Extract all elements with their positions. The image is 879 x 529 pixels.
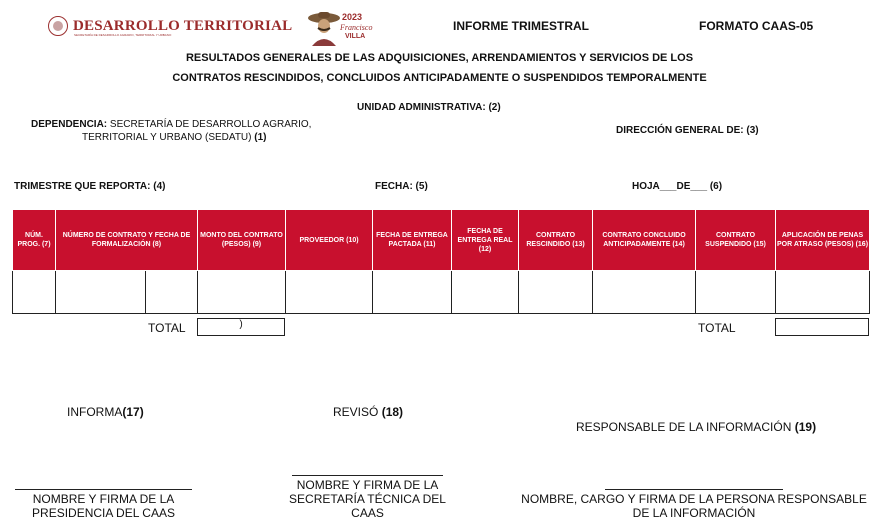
- table-cell[interactable]: [13, 271, 56, 314]
- table-cell[interactable]: [776, 271, 870, 314]
- sig2-line3: CAAS: [351, 506, 384, 520]
- col-header-numero-contrato: NÚMERO DE CONTRATO Y FECHA DE FORMALIZACIÓN (8): [56, 210, 198, 271]
- dependencia-value-1: SECRETARÍA DE DESARROLLO AGRARIO,: [109, 119, 312, 130]
- col-header-penas: APLICACIÓN DE PENAS POR ATRASO (PESOS) (16): [776, 210, 870, 271]
- contracts-table: [12, 209, 870, 314]
- col-header-suspendido: CONTRATO SUSPENDIDO (15): [696, 210, 776, 271]
- direccion-label: DIRECCIÓN GENERAL DE:: [616, 125, 744, 136]
- sig3-line2: DE LA INFORMACIÓN: [632, 506, 756, 520]
- table-cell[interactable]: [286, 271, 373, 314]
- sig2-line2: SECRETARÍA TÉCNICA DEL: [289, 492, 446, 506]
- total-label-left: TOTAL: [148, 321, 186, 335]
- sig1-line1: NOMBRE Y FIRMA DE LA: [32, 492, 175, 506]
- year-logo: [306, 6, 376, 46]
- signature-responsable: [518, 492, 870, 520]
- col-header-fecha-pactada: FECHA DE ENTREGA PACTADA (11): [373, 210, 452, 271]
- fecha-field: FECHA: (5): [375, 181, 428, 192]
- table-cell[interactable]: [696, 271, 776, 314]
- report-title: INFORME TRIMESTRAL: [453, 19, 589, 33]
- table-cell[interactable]: [593, 271, 696, 314]
- heading-line-1: RESULTADOS GENERALES DE LAS ADQUISICIONES, ARRENDAMIENTOS Y SERVICIOS DE LOS: [185, 52, 694, 64]
- informa-num: (17): [122, 405, 144, 419]
- year-text: 2023: [342, 12, 363, 22]
- format-code: FORMATO CAAS-05: [699, 19, 814, 33]
- table-row: [13, 271, 870, 314]
- table-cell[interactable]: [146, 271, 198, 314]
- col-header-proveedor: PROVEEDOR (10): [286, 210, 373, 271]
- col-header-monto: MONTO DEL CONTRATO (PESOS) (9): [198, 210, 286, 271]
- signature-presidencia: [15, 492, 192, 520]
- table-cell[interactable]: [452, 271, 519, 314]
- sedatu-logo: [48, 14, 292, 38]
- total-value-left: ): [239, 319, 243, 330]
- reviso-num: (18): [381, 405, 404, 419]
- signature-line-secretaria: [292, 475, 443, 476]
- signature-line-presidencia: [15, 489, 192, 490]
- year-logo-line1: Francisco: [340, 23, 373, 32]
- signature-line-responsable: [605, 489, 783, 490]
- dependencia-line-1: [31, 119, 311, 130]
- seal-icon: [48, 16, 68, 36]
- year-logo-line2: VILLA: [345, 33, 366, 40]
- responsable-label: [576, 420, 816, 434]
- table-header-row: [13, 210, 870, 271]
- sig3-line1: NOMBRE, CARGO Y FIRMA DE LA PERSONA RESPONSABLE: [521, 492, 867, 506]
- dependencia-value-2: TERRITORIAL Y URBANO (SEDATU): [82, 132, 252, 143]
- table-cell[interactable]: [56, 271, 146, 314]
- col-header-rescindido: CONTRATO RESCINDIDO (13): [519, 210, 593, 271]
- informa-label: [67, 405, 144, 419]
- total-box-right[interactable]: [775, 318, 869, 336]
- table-cell[interactable]: [373, 271, 452, 314]
- unidad-administrativa: UNIDAD ADMINISTRATIVA: (2): [357, 102, 501, 113]
- heading-line-2: CONTRATOS RESCINDIDOS, CONCLUIDOS ANTICIPADAMENTE O SUSPENDIDOS TEMPORALMENTE: [172, 72, 707, 84]
- col-header-concluido: CONTRATO CONCLUIDO ANTICIPADAMENTE (14): [593, 210, 696, 271]
- direccion-general: [616, 125, 759, 136]
- dependencia-num: (1): [254, 132, 267, 143]
- logo-text: DESARROLLO TERRITORIAL: [73, 17, 293, 34]
- logo-subtext: SECRETARÍA DE DESARROLLO AGRARIO, TERRITORIAL Y URBANO: [74, 33, 172, 37]
- col-header-fecha-real: FECHA DE ENTREGA REAL (12): [452, 210, 519, 271]
- sig2-line1: NOMBRE Y FIRMA DE LA: [296, 478, 439, 492]
- col-header-num-prog: NÚM. PROG. (7): [13, 210, 56, 271]
- signature-secretaria: [272, 478, 463, 520]
- table-cell[interactable]: [198, 271, 286, 314]
- hoja-field: HOJA___DE___ (6): [632, 181, 723, 192]
- responsable-num: (19): [794, 420, 817, 434]
- sig1-line2: PRESIDENCIA DEL CAAS: [32, 506, 175, 520]
- table-cell[interactable]: [519, 271, 593, 314]
- total-label-right: TOTAL: [698, 321, 736, 335]
- dependencia-label: DEPENDENCIA:: [31, 119, 108, 130]
- trimestre-field: TRIMESTRE QUE REPORTA: (4): [14, 181, 166, 192]
- informa-text: INFORMA: [67, 405, 123, 419]
- responsable-text: RESPONSABLE DE LA INFORMACIÓN: [576, 420, 792, 434]
- total-box-left[interactable]: [197, 318, 285, 336]
- dependencia-line-2: [82, 132, 267, 143]
- direccion-num: (3): [746, 125, 759, 136]
- reviso-label: [333, 405, 403, 419]
- reviso-text: REVISÓ: [333, 405, 379, 419]
